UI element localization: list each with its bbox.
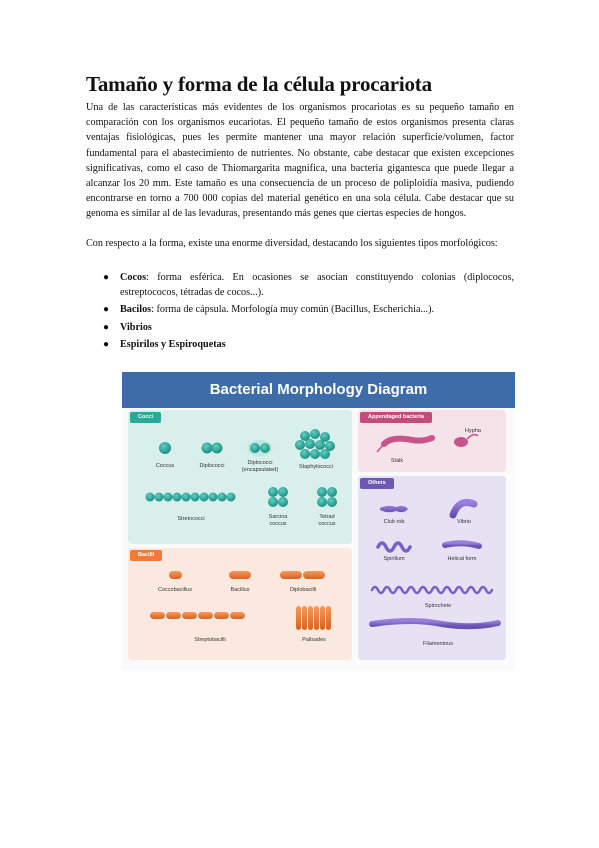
list-term: Vibrios xyxy=(120,321,152,333)
label-stretococci: Stretococci xyxy=(177,516,205,522)
label-sarcina-2: coccus xyxy=(269,521,287,527)
helical-form-shape xyxy=(445,543,479,546)
coccobacillus-shape xyxy=(169,571,182,579)
label-diplococci-encapsulated: Diplococci xyxy=(247,460,273,466)
label-filamentous: Filamentous xyxy=(423,641,453,647)
list-term: Bacilos xyxy=(120,304,152,316)
label-diplococci-encapsulated-2: (encapsulated) xyxy=(241,467,279,473)
list-item xyxy=(86,337,514,352)
label-helical-form: Helical form xyxy=(447,556,477,562)
list-text: : forma esférica. En ocasiones se asocian constituyendo colonias (diplococos, estreptococos, tétradas de cocos...). xyxy=(120,272,514,299)
bacilli-tag: Bacilli xyxy=(130,550,162,561)
list-item xyxy=(86,270,514,300)
bullet-icon: ● xyxy=(103,338,110,350)
label-diplobacilli: Diplobacilli xyxy=(289,587,317,593)
label-streptobacilli: Streptobacilli xyxy=(194,637,226,643)
label-club-rob: Club rob xyxy=(383,519,405,525)
list-term: Cocos xyxy=(120,272,147,283)
label-coccus: Coccus xyxy=(155,463,175,469)
others-tag: Others xyxy=(360,478,394,489)
palisades-shape xyxy=(296,606,331,630)
spirochete-shape xyxy=(372,587,492,593)
label-hypha: Hypha xyxy=(465,428,481,434)
staphylococci-shape xyxy=(295,429,335,459)
diplococci-shape xyxy=(202,443,223,454)
diagram-title: Bacterial Morphology Diagram xyxy=(122,372,515,408)
list-item xyxy=(86,320,514,335)
bullet-icon: ● xyxy=(103,304,110,316)
diplococci-encapsulated-shape xyxy=(247,440,273,456)
morphology-list xyxy=(86,270,514,354)
tetrad-shape xyxy=(317,487,337,507)
bacterial-morphology-diagram xyxy=(122,372,515,670)
label-spirochete: Spirochete xyxy=(424,603,452,609)
label-palisades: Palisades xyxy=(302,637,326,643)
label-sarcina: Sarcina xyxy=(268,514,288,520)
stalk-shape xyxy=(377,438,432,452)
bullet-icon: ● xyxy=(103,272,110,283)
page-title: Tamaño y forma de la célula procariota xyxy=(86,72,432,96)
spirillum-shape xyxy=(378,543,410,551)
filamentous-shape xyxy=(372,621,498,626)
label-diplococci: Diplococci xyxy=(199,463,225,469)
label-tetrad: Tetrad xyxy=(319,514,335,520)
label-staphylococci: Staphylococci xyxy=(299,464,333,470)
streptobacilli-shape xyxy=(150,612,245,619)
list-term: Espirilos y Espiroquetas xyxy=(120,338,226,350)
label-tetrad-2: coccus xyxy=(318,521,336,527)
paragraph-shape: Con respecto a la forma, existe una enorme diversidad, destacando los siguientes tipos morfológicos: xyxy=(86,238,498,249)
label-spirillum: Spirillum xyxy=(383,556,405,562)
bullet-icon: ● xyxy=(103,321,110,333)
label-coccobacillus: Coccobacillus xyxy=(158,587,192,593)
diplobacilli-shape xyxy=(280,571,325,579)
paragraph-size: Una de las características más evidentes de los organismos procariotas es su pequeño tamaño en comparación con los organismos eucariotas. El pequeño tamaño de estos organismos presenta claras ventajas fisiológicas, pues les permite mantener una mayor relación superficie/volumen, factor fundamental para el abastecimiento de nutrientes. No obstante, cabe destacar que existen excepciones significativas, como el caso de Thiomargarita magnifica, una bacteria gigantesca que puede llegar a alcanzar los 20 mm. Este tamaño es una consecuencia de un proceso de poliploidía masiva, pudiendo encontrarse en torno a 700 000 copias del material genético en una sola célula. Cabe destacar que su genoma es similar al de las levaduras, presentando más genes que ciertas especies de hongos. xyxy=(86,102,514,220)
coccus-shape xyxy=(159,442,171,454)
list-item xyxy=(86,302,514,317)
appendaged-tag: Appendaged bacteria xyxy=(360,412,432,423)
cocci-tag: Cocci xyxy=(130,412,161,423)
sarcina-shape xyxy=(268,487,288,507)
hypha-shape xyxy=(454,435,478,447)
club-rob-shape xyxy=(380,506,408,513)
label-vibrio: Vibrio xyxy=(457,519,471,525)
bacillus-shape xyxy=(229,571,251,579)
label-bacillus: Bacillus xyxy=(230,587,250,593)
stretococci-shape xyxy=(146,493,236,502)
vibrio-shape xyxy=(453,502,474,515)
list-text: : forma de cápsula. Morfología muy común (Bacillus, Escherichia...). xyxy=(151,304,435,316)
label-stalk: Stalk xyxy=(390,458,404,464)
